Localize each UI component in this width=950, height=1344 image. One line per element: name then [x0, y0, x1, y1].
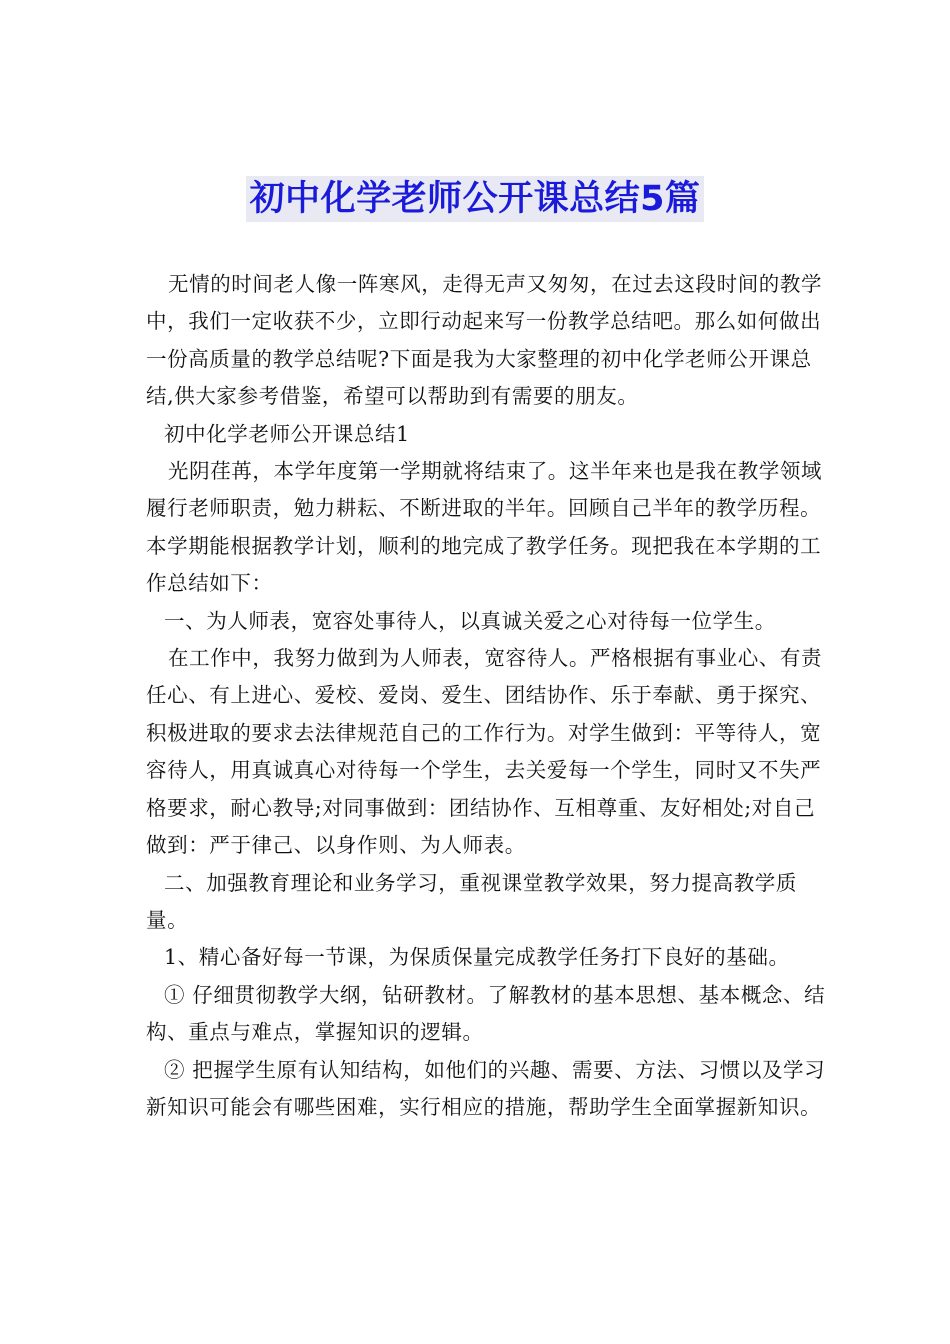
list-item: 1、精心备好每一节课，为保质保量完成教学任务打下良好的基础。 — [164, 945, 790, 970]
document-title: 初中化学老师公开课总结5篇 — [246, 176, 705, 222]
subheading-two: 二、加强教育理论和业务学习，重视课堂教学效果，努力提高教学质量。 — [146, 870, 797, 932]
intro-paragraph: 无情的时间老人像一阵寒风，走得无声又匆匆，在过去这段时间的教学中，我们一定收获不少，立即行动起来写一份教学总结吧。那么如何做出一份高质量的教学总结呢?下面是我为大家整理的初中化学老师公开课总结,供大家参考借鉴，希望可以帮助到有需要的朋友。 — [146, 272, 823, 409]
list-item: ① 仔细贯彻教学大纲，钻研教材。了解教材的基本思想、基本概念、结构、重点与难点，掌握知识的逻辑。 — [146, 982, 826, 1045]
document-body — [146, 266, 826, 1126]
body-paragraph: 在工作中，我努力做到为人师表，宽容待人。严格根据有事业心、有责任心、有上进心、爱校、爱岗、爱生、团结协作、乐于奉献、勇于探究、积极进取的要求去法律规范自己的工作行为。对学生做到：平等待人，宽容待人，用真诚真心对待每一个学生，去关爱每一个学生，同时又不失严格要求，耐心教导;对同事做到：团结协作、互相尊重、友好相处;对自己做到：严于律己、以身作则、为人师表。 — [146, 646, 823, 858]
list-item: ② 把握学生原有认知结构，如他们的兴趣、需要、方法、习惯以及学习新知识可能会有哪些困难，实行相应的措施，帮助学生全面掌握新知识。 — [146, 1057, 826, 1119]
subheading-one: 一、为人师表，宽容处事待人，以真诚关爱之心对待每一位学生。 — [164, 608, 776, 633]
title-container — [0, 176, 950, 222]
section-heading: 初中化学老师公开课总结1 — [164, 421, 410, 446]
body-paragraph: 光阴荏苒，本学年度第一学期就将结束了。这半年来也是我在教学领域履行老师职责，勉力耕耘、不断进取的半年。回顾自己半年的教学历程。本学期能根据教学计划，顺利的地完成了教学任务。现把我在本学期的工作总结如下： — [146, 459, 823, 596]
